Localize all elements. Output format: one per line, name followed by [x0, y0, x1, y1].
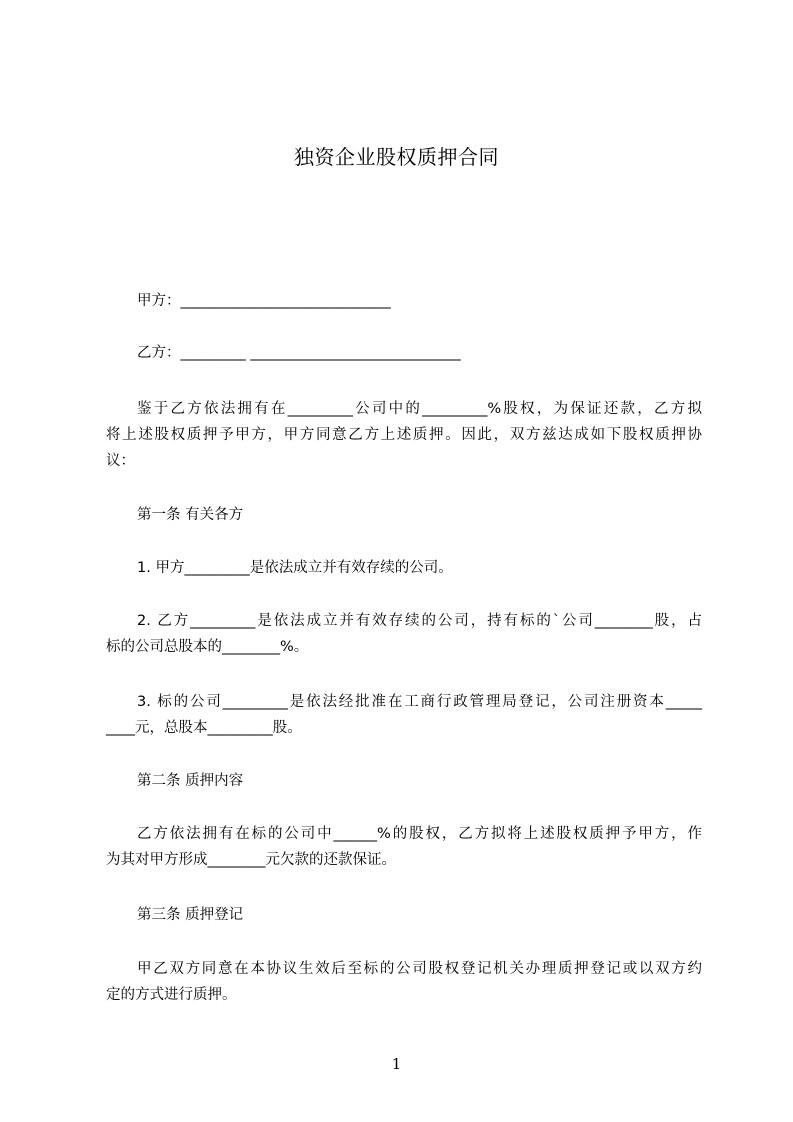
article-1-item-2-line-1: 2. 乙方_________是依法成立并有效存续的公司，持有标的`公司________股，占 [137, 613, 702, 629]
intro-line-2: 将上述股权质押予甲方，甲方同意乙方上述质押。因此，双方兹达成如下股权质押协 [106, 427, 702, 443]
page-number: 1 [391, 1055, 402, 1073]
article-2-body-line-2: 为其对甲方形成________元欠款的还款保证。 [106, 852, 396, 868]
article-3-heading: 第三条 质押登记 [137, 907, 244, 923]
intro-line-1: 鉴于乙方依法拥有在_________公司中的_________%股权，为保证还款，乙方拟 [137, 401, 702, 417]
article-1-item-1: 1. 甲方_________是依法成立并有效存续的公司。 [137, 560, 453, 576]
party-b-line: 乙方：_________ _____________________________ [137, 345, 461, 361]
article-2-heading: 第二条 质押内容 [137, 773, 244, 789]
article-1-item-3-line-1: 3. 标的公司_________是依法经批准在工商行政管理局登记，公司注册资本_____ [137, 694, 702, 710]
article-3-body-line-2: 定的方式进行质押。 [106, 987, 237, 1003]
article-3-body-line-1: 甲乙双方同意在本协议生效后至标的公司股权登记机关办理质押登记或以双方约 [137, 961, 702, 977]
article-1-item-2-line-2: 标的公司总股本的________%。 [106, 639, 309, 655]
article-2-body-line-1: 乙方依法拥有在标的公司中______%的股权，乙方拟将上述股权质押予甲方，作 [137, 826, 702, 842]
party-a-line: 甲方：_____________________________ [137, 293, 391, 309]
article-1-heading: 第一条 有关各方 [137, 507, 244, 523]
document-title: 独资企业股权质押合同 [294, 145, 499, 169]
intro-line-3: 议： [106, 453, 135, 469]
article-1-item-3-line-2: ____元，总股本_________股。 [106, 720, 302, 736]
